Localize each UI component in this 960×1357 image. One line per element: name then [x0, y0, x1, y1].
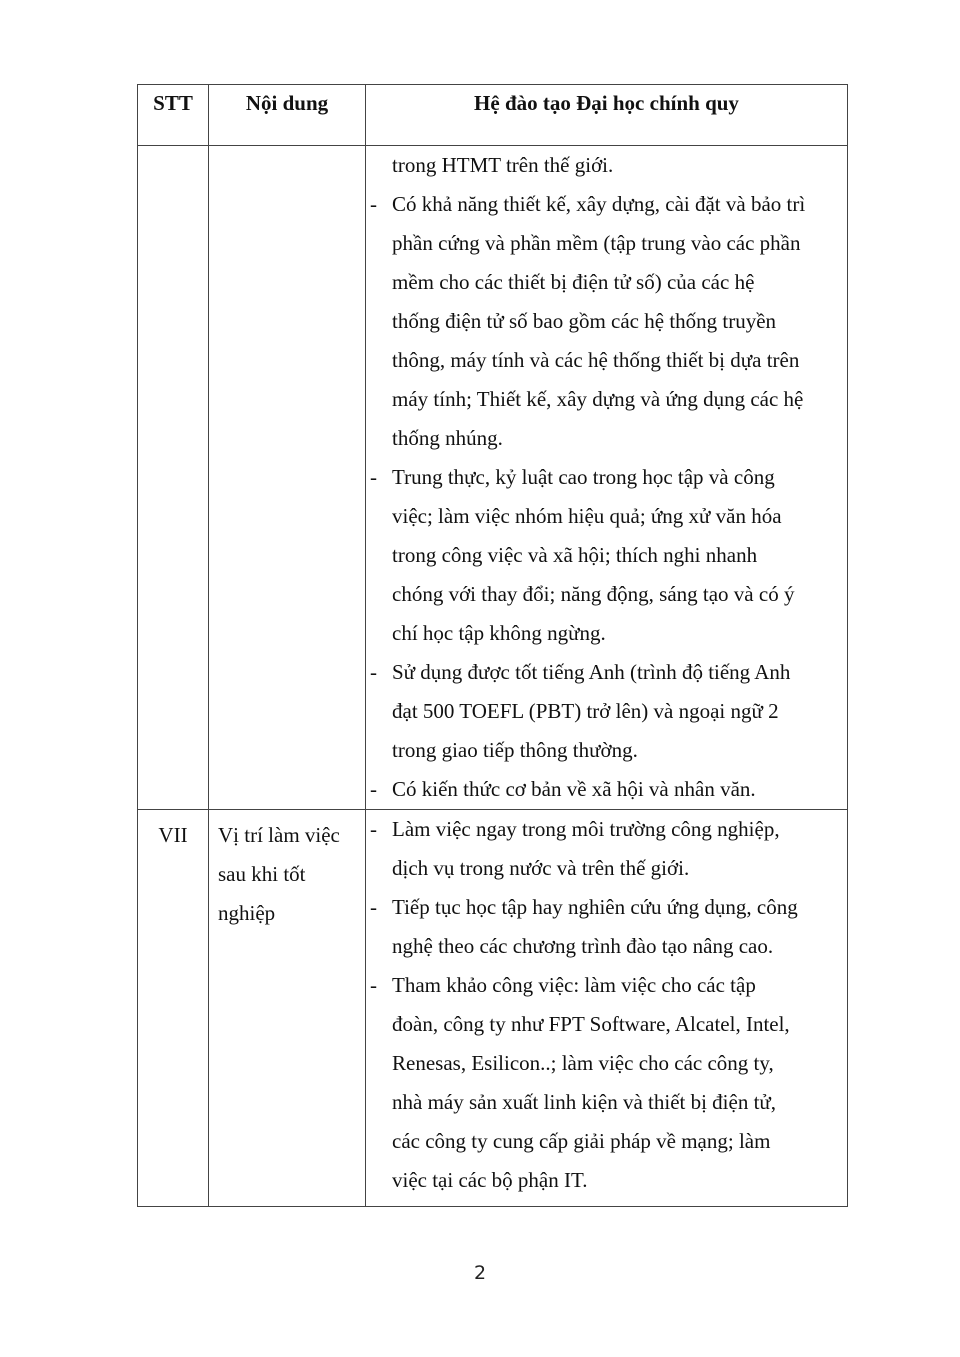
content-line: các công ty cung cấp giải pháp về mạng; làm	[392, 1129, 771, 1153]
content-line: Renesas, Esilicon..; làm việc cho các công ty,	[392, 1051, 774, 1075]
noi-dung-cell	[209, 810, 366, 1207]
content-line: chí học tập không ngừng.	[392, 621, 606, 645]
content-line: đoàn, công ty như FPT Software, Alcatel, Intel,	[392, 1012, 790, 1036]
content-line: việc tại các bộ phận IT.	[392, 1168, 588, 1192]
table-header-row	[138, 85, 848, 146]
content-line: chóng với thay đổi; năng động, sáng tạo và có ý	[392, 582, 795, 606]
content-line: mềm cho các thiết bị điện tử số) của các hệ	[392, 270, 755, 294]
content-line: - Trung thực, kỷ luật cao trong học tập và công	[370, 465, 775, 489]
content-line: dịch vụ trong nước và trên thế giới.	[392, 856, 690, 880]
content-line: - Làm việc ngay trong môi trường công nghiệp,	[370, 817, 780, 841]
header-noi-dung: Nội dung	[209, 85, 366, 146]
header-he-dao-tao: Hệ đào tạo Đại học chính quy	[366, 85, 848, 146]
content-line: việc; làm việc nhóm hiệu quả; ứng xử văn hóa	[392, 504, 782, 528]
content-cell	[366, 146, 848, 810]
stt-cell: VII	[138, 810, 209, 1207]
content-line: - Tham khảo công việc: làm việc cho các tập	[370, 973, 756, 997]
content-line: máy tính; Thiết kế, xây dựng và ứng dụng các hệ	[392, 387, 804, 411]
program-info-table	[137, 84, 848, 1207]
stt-cell	[138, 146, 209, 810]
header-stt: STT	[138, 85, 209, 146]
content-line: phần cứng và phần mềm (tập trung vào các phần	[392, 231, 801, 255]
content-line: - Có kiến thức cơ bản về xã hội và nhân văn.	[370, 777, 756, 801]
content-line: đạt 500 TOEFL (PBT) trở lên) và ngoại ngữ 2	[392, 699, 779, 723]
noi-dung-cell	[209, 146, 366, 810]
content-cell	[366, 810, 848, 1207]
content-line: trong công việc và xã hội; thích nghi nhanh	[392, 543, 758, 567]
content-line: - Sử dụng được tốt tiếng Anh (trình độ tiếng Anh	[370, 660, 791, 684]
content-line: nhà máy sản xuất linh kiện và thiết bị điện tử,	[392, 1090, 777, 1114]
content-line: - Tiếp tục học tập hay nghiên cứu ứng dụng, công	[370, 895, 798, 919]
noi-dung-line: sau khi tốt	[218, 862, 306, 886]
content-line: thống điện tử số bao gồm các hệ thống truyền	[392, 309, 777, 333]
noi-dung-line: Vị trí làm việc	[218, 823, 340, 847]
page-number: 2	[473, 1262, 487, 1284]
noi-dung-line: nghiệp	[218, 901, 276, 925]
table-row	[138, 810, 848, 1207]
content-line: nghệ theo các chương trình đào tạo nâng cao.	[392, 934, 774, 958]
content-line: thống nhúng.	[392, 426, 503, 450]
content-line: trong HTMT trên thế giới.	[392, 153, 614, 177]
content-line: trong giao tiếp thông thường.	[392, 738, 638, 762]
content-line: - Có khả năng thiết kế, xây dựng, cài đặt và bảo trì	[370, 192, 806, 216]
table-row	[138, 146, 848, 810]
content-line: thông, máy tính và các hệ thống thiết bị dựa trên	[392, 348, 800, 372]
